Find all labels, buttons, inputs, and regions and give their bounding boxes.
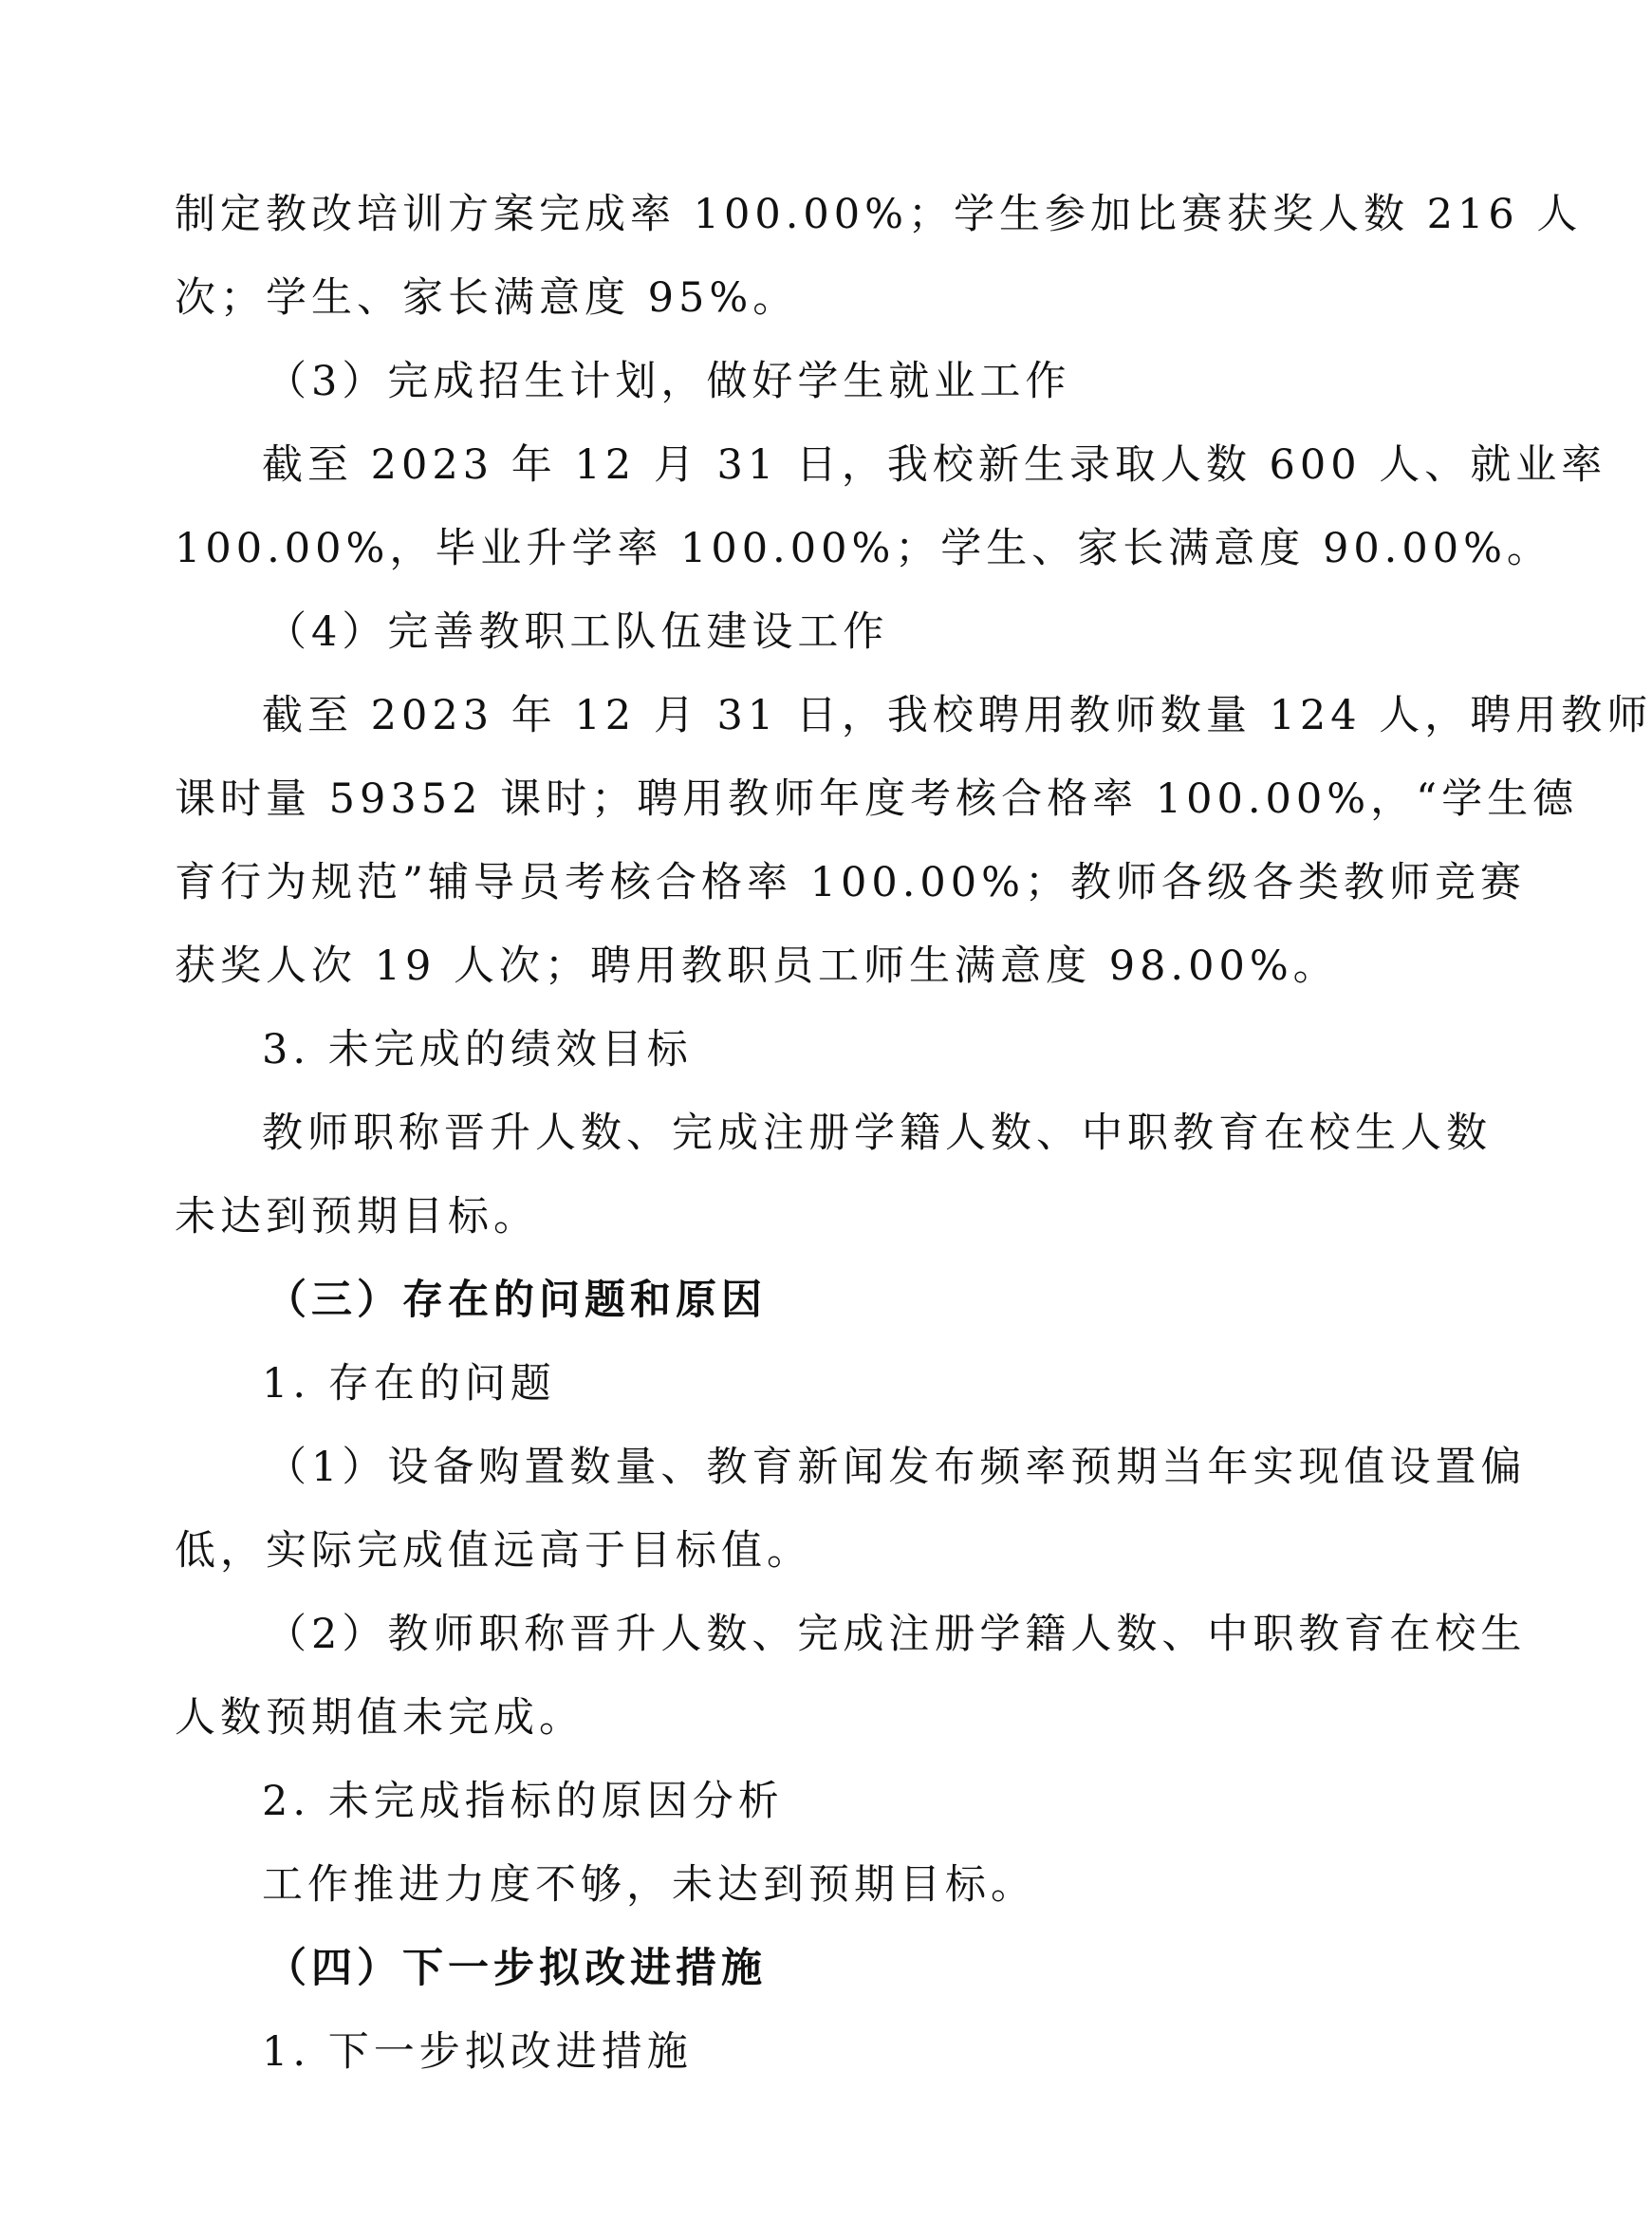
- subsection-heading: （3）完成招生计划，做好学生就业工作: [266, 358, 1071, 405]
- paragraph-line: 次；学生、家长满意度 95%。: [175, 274, 799, 322]
- chapter-heading: （四）下一步拟改进措施: [266, 1945, 767, 1992]
- paragraph-line: 制定教改培训方案完成率 100.00%；学生参加比赛获奖人数 216 人: [175, 191, 1583, 238]
- section-heading: 2. 未完成指标的原因分析: [262, 1778, 784, 1825]
- paragraph-line: 课时量 59352 课时；聘用教师年度考核合格率 100.00%，“学生德: [175, 775, 1579, 823]
- paragraph-line: 截至 2023 年 12 月 31 日，我校新生录取人数 600 人、就业率: [262, 441, 1607, 489]
- paragraph-line: 育行为规范”辅导员考核合格率 100.00%；教师各级各类教师竞赛: [175, 859, 1526, 906]
- chapter-heading: （三）存在的问题和原因: [266, 1277, 767, 1324]
- paragraph-line: 低，实际完成值远高于目标值。: [175, 1527, 812, 1575]
- section-heading: 1. 下一步拟改进措施: [262, 2028, 693, 2076]
- paragraph-line: 截至 2023 年 12 月 31 日，我校聘用教师数量 124 人，聘用教师: [262, 692, 1652, 739]
- paragraph-line: 未达到预期目标。: [175, 1193, 539, 1241]
- paragraph-line: （1）设备购置数量、教育新闻发布频率预期当年实现值设置偏: [266, 1444, 1527, 1491]
- paragraph-line: 获奖人次 19 人次；聘用教职员工师生满意度 98.00%。: [175, 942, 1339, 990]
- paragraph-line: 教师职称晋升人数、完成注册学籍人数、中职教育在校生人数: [262, 1110, 1492, 1157]
- paragraph-line: 人数预期值未完成。: [175, 1694, 585, 1742]
- paragraph-line: 工作推进力度不够，未达到预期目标。: [262, 1861, 1036, 1909]
- section-heading: 1. 存在的问题: [262, 1360, 556, 1408]
- subsection-heading: （4）完善教职工队伍建设工作: [266, 608, 889, 656]
- section-heading: 3. 未完成的绩效目标: [262, 1026, 693, 1073]
- paragraph-line: 100.00%，毕业升学率 100.00%；学生、家长满意度 90.00%。: [175, 525, 1552, 572]
- paragraph-line: （2）教师职称晋升人数、完成注册学籍人数、中职教育在校生: [266, 1611, 1527, 1658]
